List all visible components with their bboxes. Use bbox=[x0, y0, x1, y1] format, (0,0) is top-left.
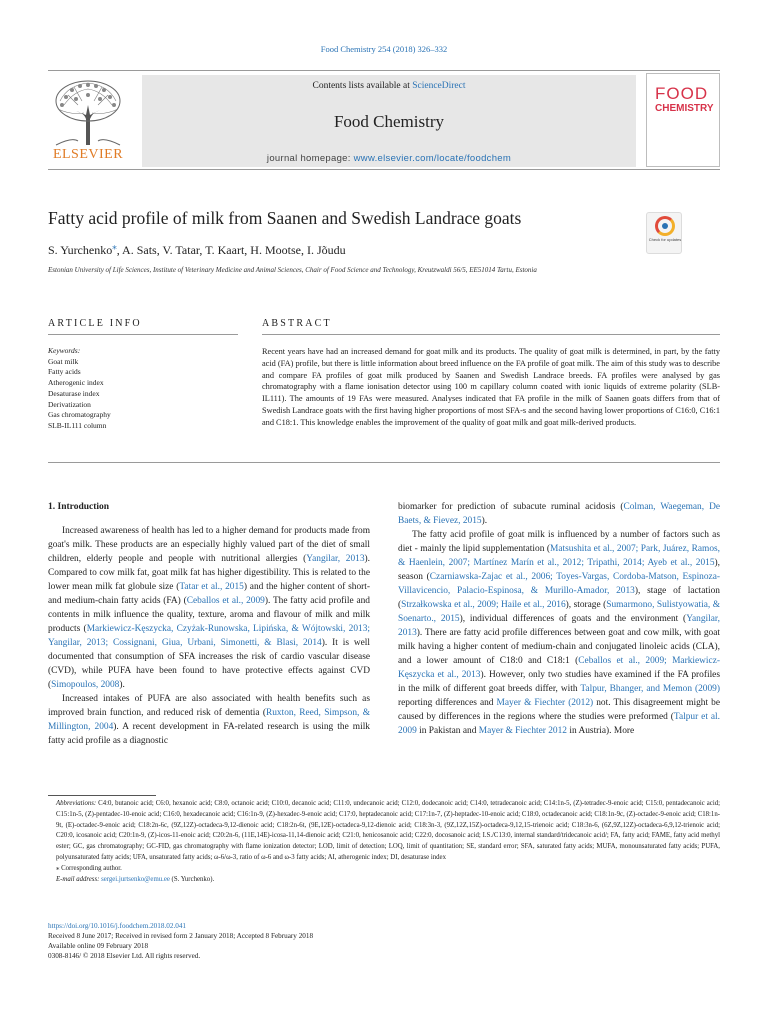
homepage-prefix: journal homepage: bbox=[266, 153, 354, 164]
paragraph-text: ), storage ( bbox=[565, 600, 607, 610]
citation-link[interactable]: Simopoulos, 2008 bbox=[51, 680, 120, 690]
paragraph-text: ). bbox=[481, 516, 488, 526]
abstract-heading: ABSTRACT bbox=[262, 318, 332, 329]
paragraph-text: Increased awareness of health has led to a higher demand for products made from goat's milk. These products are an especially highly valued part of the diet of small children, elderly people and people with nutritional allergies ( bbox=[48, 526, 370, 564]
check-for-updates-icon[interactable] bbox=[646, 212, 682, 254]
body-column-right bbox=[398, 500, 720, 738]
citation-link[interactable]: Mayer & Fiechter (2012) bbox=[496, 698, 594, 708]
publication-info bbox=[48, 921, 720, 961]
citation-link[interactable]: Talpur et al. 2009 bbox=[398, 712, 720, 736]
keyword-item: Goat milk bbox=[48, 356, 79, 366]
paragraph-text: biomarker for prediction of subacute ruminal acidosis ( bbox=[398, 502, 624, 512]
keyword-item: Atherogenic index bbox=[48, 378, 104, 388]
paragraph-text: ). The fatty acid profile and contents in milk influence the quality, texture, aroma and flavour of milk and milk products ( bbox=[48, 596, 370, 634]
citation-link[interactable]: Tatar et al., 2015 bbox=[179, 582, 244, 592]
citation-link[interactable]: Matsushita et al., 2007; Park, Juárez, Ramos, & Haenlein, 2007; Martínez Marín et al., 2012; Tripathi, 2014; Ayeb et al., 2015 bbox=[398, 544, 720, 568]
paragraph bbox=[398, 528, 720, 738]
paragraph bbox=[48, 524, 370, 692]
copyright: 0308-8146/ © 2018 Elsevier Ltd. All rights reserved. bbox=[48, 952, 201, 960]
author-first: S. Yurchenko bbox=[48, 243, 113, 257]
paragraph-text: ). However, only two studies have examined if the FA profiles in the milk of different goat breeds differ, with bbox=[398, 670, 720, 694]
citation-link[interactable]: Yangilar, 2013 bbox=[306, 554, 365, 564]
abstract-text: Recent years have had an increased demand for goat milk and its products. The quality of goat milk is determined, in part, by the fatty acid (FA) profile, but there is little information about breed influence on the FA profile of goat milk. The aim of this study was to describe and compare FA profiles of goat milk produced by Saanen and Swedish Landrace breeds. FA profiles were analysed by gas chromatography with a flame ionisation detector using 100 m capillary column coated with ionic liquids of extreme polarity (SLB-IL111). The amounts of 19 FAs were measured. Analyses indicated that FA profile in the milk of Saanen goats differs from that of Swedish Landrace goats with the first having higher proportions of most SFA-s and the second having lower proportions of C16:0, C16:1 and C18:1. This knowledge enables the improvement of the quality of goat milk and goat milk-derived products. bbox=[262, 347, 720, 427]
online-date: Available online 09 February 2018 bbox=[48, 942, 149, 950]
section-title: 1. Introduction bbox=[48, 502, 110, 512]
updates-circle-icon bbox=[655, 216, 675, 236]
paragraph-text: reporting differences and bbox=[398, 698, 497, 708]
author-rest: , A. Sats, V. Tatar, T. Kaart, H. Mootse, I. Jõudu bbox=[116, 243, 346, 257]
paragraph-text: ). bbox=[119, 680, 125, 690]
publisher-name[interactable]: ELSEVIER bbox=[52, 147, 124, 162]
citation-link[interactable]: Talpur, Bhanger, and Memon (2009) bbox=[580, 684, 720, 694]
paragraph-text: The fatty acid profile of goat milk is influenced by a number of factors such as diet - mainly the lipid supplementation ( bbox=[398, 530, 720, 554]
sciencedirect-link[interactable]: ScienceDirect bbox=[412, 81, 466, 91]
email-footnote bbox=[48, 875, 720, 886]
email-link[interactable]: sergei.jurtsenko@emu.ee bbox=[101, 875, 170, 883]
article-title: Fatty acid profile of milk from Saanen and Swedish Landrace goats bbox=[48, 208, 522, 228]
contents-prefix: Contents lists available at bbox=[312, 81, 413, 91]
updates-badge-label: Check for updates bbox=[648, 237, 682, 242]
abstract-top-rule bbox=[262, 334, 720, 335]
keywords-label: Keywords: bbox=[48, 346, 81, 355]
keywords-block bbox=[48, 346, 238, 432]
abbreviations-text: C4:0, butanoic acid; C6:0, hexanoic acid; C8:0, octanoic acid; C10:0, decanoic acid; C11:0, undecanoic acid; C12:0, dodecanoic acid; C14:0, tetradecanoic acid; C14:1n-5, (Z)-tetradec-9-enoic acid; C15:0, pentadecanoic acid; C15:1n-5, (Z)-pentadec-10-enoic acid; C16:0, hexadecanoic acid; C16:1n-9, (Z)-hexadec-9-enoic acid; C17:0, heptadecanoic acid; C17:1n-7, (Z)-heptadec-10-enoic acid; C18:0, octadecanoic acid; C18:1n-9c, (Z)-octadec-9-enoic acid; C18:1n-9t, (E)-octadec-9-enoic acid; C18:2n-6c, (9Z,12Z)-octadeca-9,12-dienoic acid; C18:2n-6t, (9E,12E)-octadeca-9,12-dienoic acid; C18:3n-3, (9Z,12Z,15Z)-octadeca-9,12,15-trienoic acid; C18:3n-6, (6Z,9Z,12Z)-octadeca-6,9,12-trienoic acid; C20:0, icosanoic acid; C20:1n-9, (Z)-icos-11-enoic acid; C20:2n-6, (11E,14E)-icosa-11,14-dienoic acid; C21:0, henicosanoic acid; C22:0, docosanoic acid; I.S./C13:0, internal standard/tridecanoic acid/; FA, fatty acid; FAME, fatty acid methyl ester; GC, gas chromatography; GC-FID, gas chromatography with flame ionization detector; LOD, limit of detection; LOQ, limit of quantitation; SE, standard error; SFA, saturated fatty acids; MUFA, monounsaturated fatty acids; PUFA, polyunsaturated fatty acids; UFA, unsaturated fatty acids; ω-6/ω-3, ratio of ω-6 and ω-3 fatty acids; AI, atherogenic index; DI, desaturase index bbox=[56, 800, 720, 861]
keyword-item: SLB-IL111 column bbox=[48, 420, 107, 430]
citation-link[interactable]: Sumarmono, Sulistyowatia, & Soenarto., 2015 bbox=[398, 600, 720, 624]
journal-homepage-link[interactable]: www.elsevier.com/locate/foodchem bbox=[353, 153, 512, 164]
citation-link[interactable]: Czarniawska-Zajac et al., 2006; Toyes-Vargas, Cordoba-Matson, Espinoza-Villavicencio, Palacio-Espinosa, & Murillo-Amador, 2013 bbox=[398, 572, 720, 596]
citation-link[interactable]: Ceballos et al., 2009; Markiewicz-Kęszycka et al., 2013 bbox=[398, 656, 720, 680]
paragraph-text: ). There are fatty acid profile differences between goat and cow milk, with goat milk having a higher content of medium-chain and conjugated linoleic acids (CLA), and a lower amount of C18:0 and C18:1 ( bbox=[398, 628, 720, 666]
footnotes bbox=[48, 799, 720, 885]
journal-cover-thumbnail[interactable] bbox=[646, 73, 720, 167]
abbreviations-label: Abbreviations: bbox=[56, 800, 97, 807]
masthead bbox=[48, 70, 720, 170]
author-list bbox=[48, 241, 346, 258]
citation-link[interactable]: Mayer & Fiechter 2012 bbox=[478, 726, 567, 736]
journal-reference[interactable]: Food Chemistry 254 (2018) 326–332 bbox=[320, 44, 448, 54]
keyword-item: Gas chromatography bbox=[48, 410, 111, 420]
abstract-bottom-rule bbox=[48, 462, 720, 463]
email-label: E-mail address: bbox=[56, 875, 100, 883]
cover-title-chemistry: CHEMISTRY bbox=[655, 103, 714, 114]
citation-link[interactable]: Ceballos et al., 2009 bbox=[186, 596, 265, 606]
paragraph-text: ), season ( bbox=[398, 558, 720, 582]
paragraph-text: ), individual differences of goats and the environment ( bbox=[459, 614, 687, 624]
paragraph-text: ), stage of lactation ( bbox=[398, 586, 720, 610]
keyword-item: Fatty acids bbox=[48, 367, 81, 377]
paragraph-text: ). A recent development in FA-related research is using the milk fatty acid profile as a diagnostic bbox=[48, 722, 370, 746]
paragraph-text: not. This disagreement might be caused by differences in the regions where the studies were preformed ( bbox=[398, 698, 720, 722]
journal-header-box bbox=[142, 75, 636, 167]
citation-link[interactable]: Ruxton, Reed, Simpson, & Millington, 2004 bbox=[48, 708, 370, 732]
received-dates: Received 8 June 2017; Received in revised form 2 January 2018; Accepted 8 February 2018 bbox=[48, 932, 314, 940]
cover-title-food: FOOD bbox=[655, 84, 709, 103]
abbreviations-footnote bbox=[48, 799, 720, 864]
affiliation: Estonian University of Life Sciences, Institute of Veterinary Medicine and Animal Sciences, Chair of Food Science and Technology, Kreutzwaldi 56/5, EE51014 Tartu, Estonia bbox=[48, 266, 537, 274]
paragraph-text: in Austria). More bbox=[567, 726, 635, 736]
paragraph-text: in Pakistan and bbox=[416, 726, 479, 736]
paragraph-text: ) and the higher content of short- and medium-chain fatty acids (FA) ( bbox=[48, 582, 371, 606]
keyword-item: Derivatization bbox=[48, 399, 91, 409]
citation-link[interactable]: Yangilar, 2013 bbox=[398, 614, 721, 638]
journal-name: Food Chemistry bbox=[333, 112, 445, 131]
footnote-divider bbox=[48, 795, 156, 796]
paragraph bbox=[398, 500, 720, 528]
corresponding-author-note: ⁎ Corresponding author. bbox=[56, 864, 122, 872]
corresponding-author-marker[interactable]: ⁎ bbox=[112, 241, 117, 251]
homepage-line bbox=[142, 153, 636, 164]
paragraph bbox=[48, 692, 370, 748]
paragraph-text: ). Compared to cow milk fat, goat milk fat has higher digestibility. This is related to the lower mean milk fat globule size ( bbox=[48, 554, 370, 592]
keyword-item: Desaturase index bbox=[48, 388, 100, 398]
doi-link[interactable]: https://doi.org/10.1016/j.foodchem.2018.02.041 bbox=[48, 922, 187, 930]
body-column-left bbox=[48, 500, 370, 748]
paragraph-text: Increased intakes of PUFA are also associated with health benefits such as improved brain function, and reduced risk of dementia ( bbox=[48, 694, 370, 718]
contents-line bbox=[142, 81, 636, 91]
citation-link[interactable]: Markiewicz-Kęszycka, Czyżak-Runowska, Lipińska, & Wójtowski, 2013; Yangilar, 2013; Cossignani, Giua, Urbani, Simonetti, & Blasi, 2014 bbox=[48, 624, 370, 648]
article-info-heading: ARTICLE INFO bbox=[48, 318, 142, 329]
paragraph-text: ). It is well documented that consumption of SFA increases the risk of cardio vascular disease (CVD), while PUFA have been found to have protective effects against CVD ( bbox=[48, 638, 370, 690]
citation-link[interactable]: Colman, Waegeman, De Baets, & Fievez, 2015 bbox=[398, 502, 721, 526]
email-suffix: (S. Yurchenko). bbox=[169, 875, 215, 883]
citation-link[interactable]: Strzałkowska et al., 2009; Haile et al., 2016 bbox=[401, 600, 566, 610]
article-info-rule bbox=[48, 334, 238, 335]
